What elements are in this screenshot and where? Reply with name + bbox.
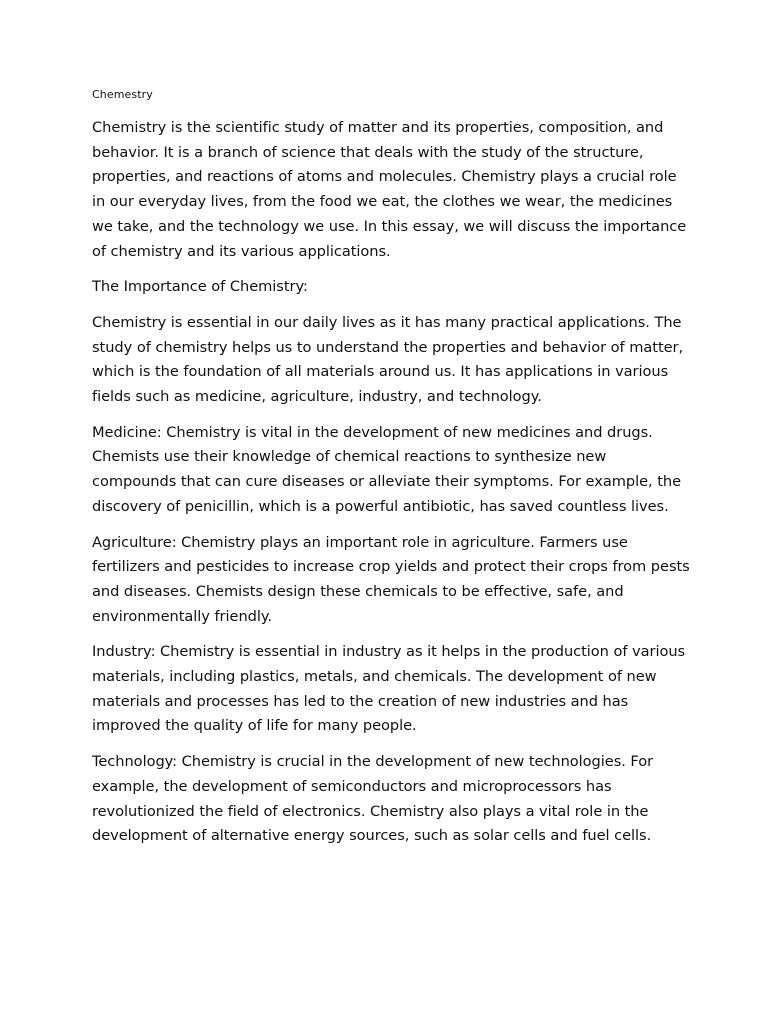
industry-paragraph: Industry: Chemistry is essential in industry as it helps in the production of various materials, including plastics, metals, and chemicals. The development of new materials and processes has led to the creation of new industries and has improved the quality of life for many people. [92,643,686,735]
document-title: Chemestry [92,88,153,101]
agriculture-paragraph: Agriculture: Chemistry plays an important role in agriculture. Farmers use fertilizers and pesticides to increase crop yields and protect their crops from pests and diseases. Chemists design these chemicals to be effective, safe, and environmentally friendly. [92,533,690,625]
medicine-paragraph: Medicine: Chemistry is vital in the development of new medicines and drugs. Chemists use their knowledge of chemical reactions to synthesize new compounds that can cure diseases or alleviate their symptoms. For example, the discovery of penicillin, which is a powerful antibiotic, has saved countless lives. [92,423,682,515]
document-page [92,88,692,860]
intro-paragraph: Chemistry is the scientific study of matter and its properties, composition, and behavior. It is a branch of science that deals with the study of the structure, properties, and reactions of atoms and molecules. Chemistry plays a crucial role in our everyday lives, from the food we eat, the clothes we wear, the medicines we take, and the technology we use. In this essay, we will discuss the importance of chemistry and its various applications. [92,119,687,260]
section-heading: The Importance of Chemistry: [92,278,308,296]
importance-paragraph: Chemistry is essential in our daily lives as it has many practical applications. The study of chemistry helps us to understand the properties and behavior of matter, which is the foundation of all materials around us. It has applications in various fields such as medicine, agriculture, industry, and technology. [92,313,684,406]
technology-paragraph: Technology: Chemistry is crucial in the development of new technologies. For example, the development of semiconductors and microprocessors has revolutionized the field of electronics. Chemistry also plays a vital role in the development of alternative energy sources, such as solar cells and fuel cells. [92,753,654,845]
